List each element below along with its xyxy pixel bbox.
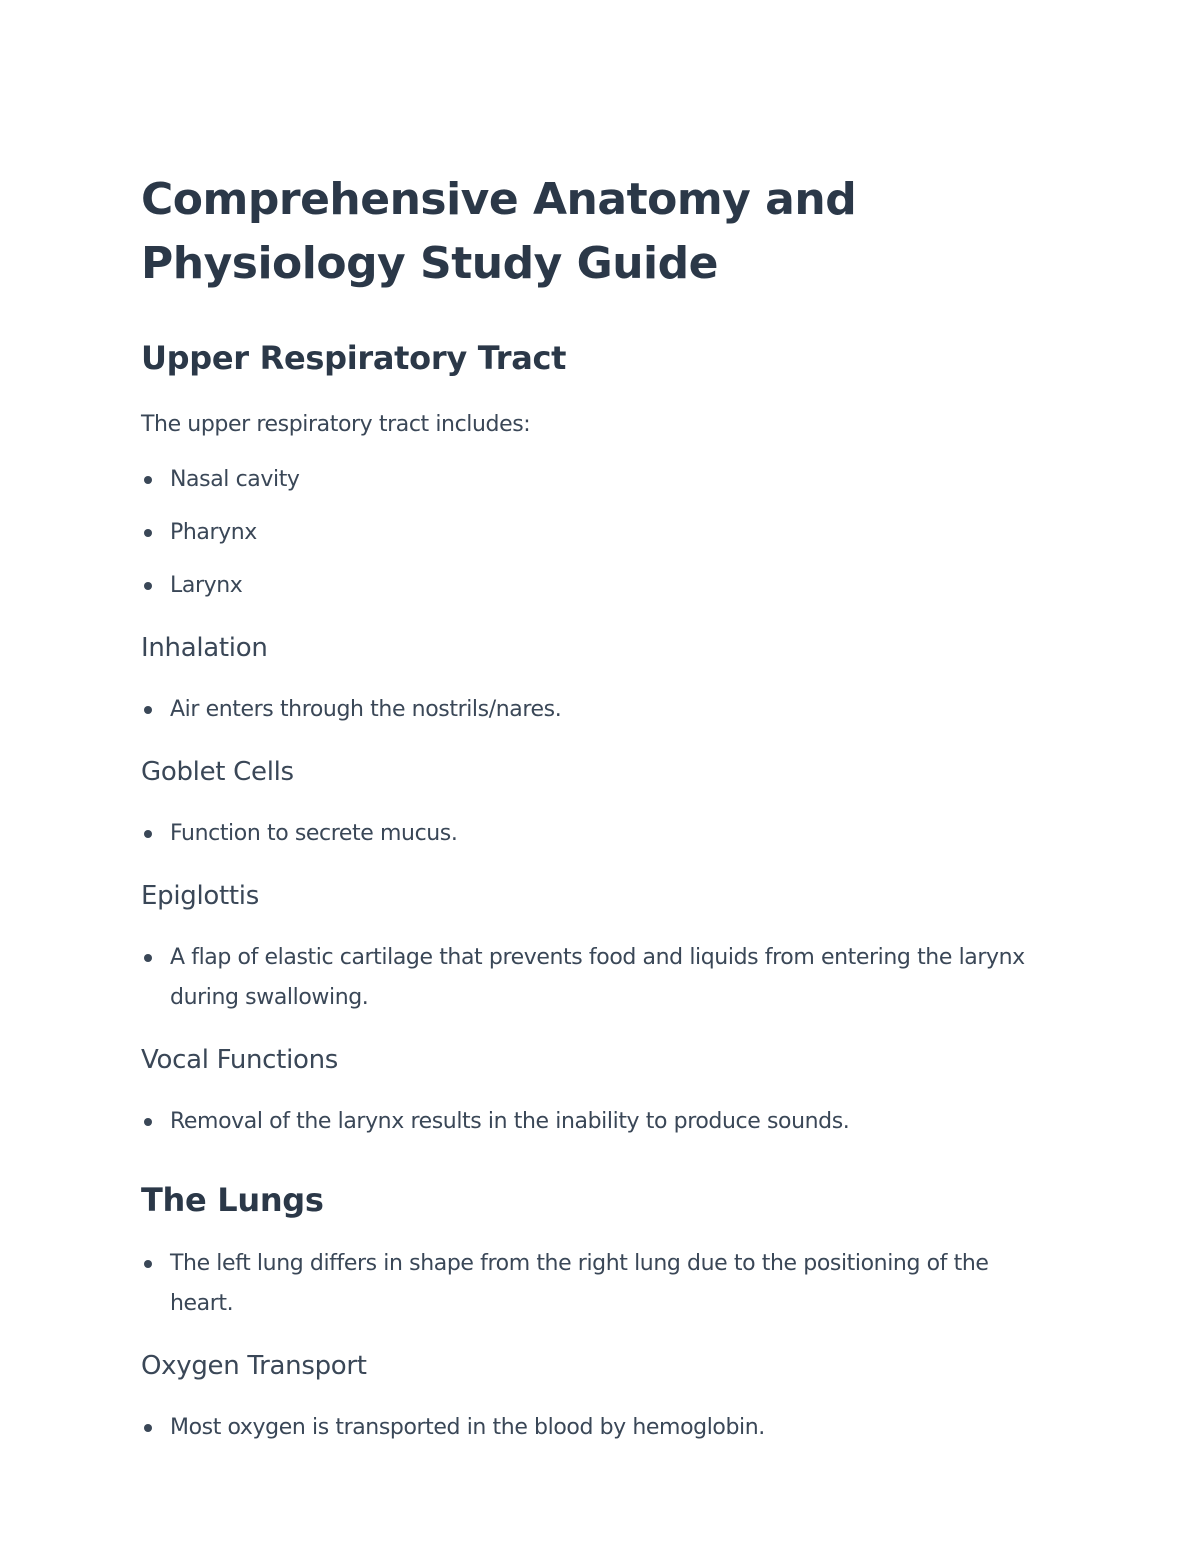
oxygen-transport-list <box>141 1408 1041 1448</box>
section-intro: The upper respiratory tract includes: <box>141 412 531 437</box>
bullet-icon <box>144 529 152 537</box>
bullet-icon <box>144 582 152 590</box>
document-page <box>141 168 1041 1448</box>
bullet-icon <box>144 830 152 838</box>
bullet-icon <box>144 1118 152 1126</box>
list-item-text: Nasal cavity <box>170 467 300 492</box>
list-item-text: Removal of the larynx results in the inability to produce sounds. <box>170 1109 850 1134</box>
list-item-text: Most oxygen is transported in the blood by hemoglobin. <box>170 1415 765 1440</box>
list-item <box>141 1244 1041 1324</box>
list-item-text: Air enters through the nostrils/nares. <box>170 697 562 722</box>
list-item <box>141 513 1041 553</box>
document-title: Comprehensive Anatomy and Physiology Study Guide <box>141 174 857 289</box>
bullet-icon <box>144 954 152 962</box>
subsection-heading-goblet-cells: Goblet Cells <box>141 757 294 787</box>
list-item <box>141 566 1041 606</box>
upper-respiratory-list <box>141 460 1041 606</box>
bullet-icon <box>144 1260 152 1268</box>
list-item <box>141 1102 1041 1142</box>
subsection-heading-inhalation: Inhalation <box>141 633 268 663</box>
list-item <box>141 938 1041 1018</box>
section-heading-the-lungs: The Lungs <box>141 1181 324 1219</box>
list-item <box>141 460 1041 500</box>
inhalation-list <box>141 690 1041 730</box>
bullet-icon <box>144 1424 152 1432</box>
list-item-text: A flap of elastic cartilage that prevents food and liquids from entering the larynx during swallowing. <box>170 945 1025 1010</box>
section-heading-upper-respiratory-tract: Upper Respiratory Tract <box>141 339 567 377</box>
bullet-icon <box>144 476 152 484</box>
subsection-heading-epiglottis: Epiglottis <box>141 881 259 911</box>
vocal-functions-list <box>141 1102 1041 1142</box>
bullet-icon <box>144 706 152 714</box>
list-item <box>141 1408 1041 1448</box>
list-item-text: Larynx <box>170 573 243 598</box>
subsection-heading-oxygen-transport: Oxygen Transport <box>141 1351 367 1381</box>
subsection-heading-vocal-functions: Vocal Functions <box>141 1045 339 1075</box>
list-item <box>141 690 1041 730</box>
list-item-text: Pharynx <box>170 520 257 545</box>
lungs-list <box>141 1244 1041 1324</box>
list-item-text: Function to secrete mucus. <box>170 821 458 846</box>
list-item-text: The left lung differs in shape from the right lung due to the positioning of the heart. <box>170 1251 989 1316</box>
epiglottis-list <box>141 938 1041 1018</box>
list-item <box>141 814 1041 854</box>
goblet-cells-list <box>141 814 1041 854</box>
